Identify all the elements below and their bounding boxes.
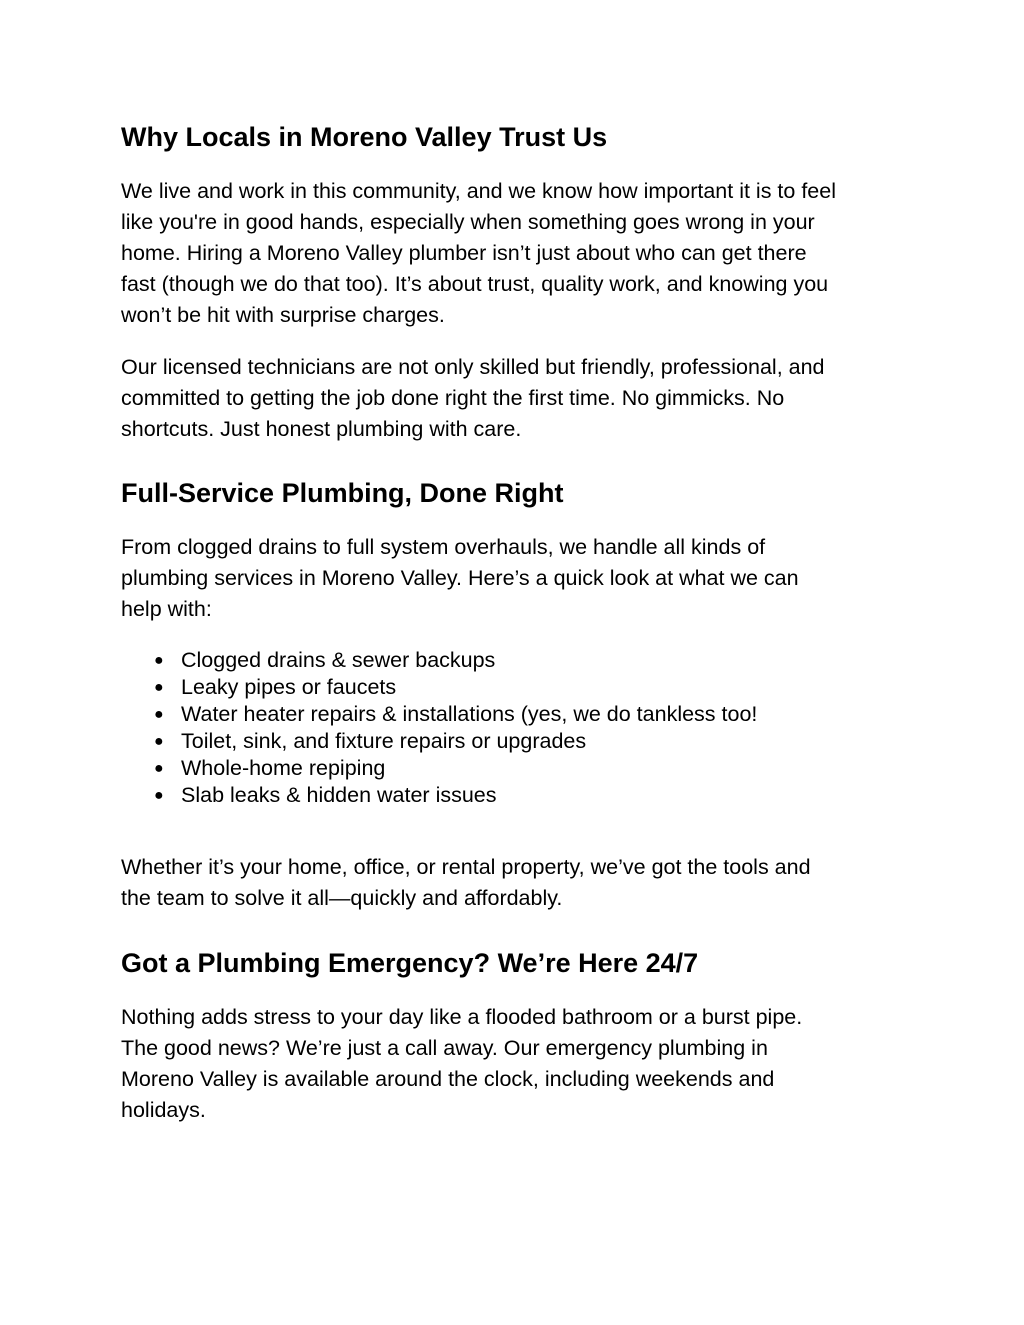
text-line: the team to solve it all—quickly and affordably. <box>121 886 563 910</box>
text-line: home. Hiring a Moreno Valley plumber isn’t just about who can get there <box>121 241 807 265</box>
text-line: We live and work in this community, and we know how important it is to feel <box>121 179 836 203</box>
text-line: From clogged drains to full system overhauls, we handle all kinds of <box>121 535 766 559</box>
paragraph-community <box>121 176 836 331</box>
text-line: Nothing adds stress to your day like a flooded bathroom or a burst pipe. <box>121 1005 803 1029</box>
list-item-label: Leaky pipes or faucets <box>181 675 397 699</box>
list-item <box>121 701 757 728</box>
list-item-label: Clogged drains & sewer backups <box>181 648 496 672</box>
section-heading-why-locals: Why Locals in Moreno Valley Trust Us <box>121 122 608 152</box>
section-heading-emergency: Got a Plumbing Emergency? We’re Here 24/7 <box>121 948 699 978</box>
bullet-icon: ● <box>154 679 164 696</box>
bullet-icon: ● <box>154 760 164 777</box>
text-line: holidays. <box>121 1098 206 1122</box>
text-line: shortcuts. Just honest plumbing with care. <box>121 417 522 441</box>
text-line: The good news? We’re just a call away. Our emergency plumbing in <box>121 1036 768 1060</box>
text-line: fast (though we do that too). It’s about trust, quality work, and knowing you <box>121 272 829 296</box>
text-line: Whether it’s your home, office, or rental property, we’ve got the tools and <box>121 855 811 879</box>
section-heading-full-service: Full-Service Plumbing, Done Right <box>121 478 564 508</box>
list-item-label: Whole-home repiping <box>181 756 386 780</box>
text-line: Moreno Valley is available around the clock, including weekends and <box>121 1067 775 1091</box>
text-line: Our licensed technicians are not only skilled but friendly, professional, and <box>121 355 825 379</box>
text-line: like you're in good hands, especially when something goes wrong in your <box>121 210 815 234</box>
list-item <box>121 647 757 674</box>
list-item <box>121 674 757 701</box>
bullet-icon: ● <box>154 652 164 669</box>
text-line: help with: <box>121 597 212 621</box>
paragraph-emergency <box>121 1002 802 1126</box>
text-line: committed to getting the job done right the first time. No gimmicks. No <box>121 386 785 410</box>
bullet-icon: ● <box>154 733 164 750</box>
list-item-label: Water heater repairs & installations (yes, we do tankless too! <box>181 702 758 726</box>
text-line: won’t be hit with surprise charges. <box>121 303 445 327</box>
paragraph-technicians <box>121 352 825 445</box>
paragraph-services-intro <box>121 532 799 625</box>
text-line: plumbing services in Moreno Valley. Here’s a quick look at what we can <box>121 566 799 590</box>
list-item <box>121 755 757 782</box>
bullet-icon: ● <box>154 787 164 804</box>
bullet-icon: ● <box>154 706 164 723</box>
list-item <box>121 728 757 755</box>
services-list <box>121 647 757 809</box>
list-item-label: Slab leaks & hidden water issues <box>181 783 497 807</box>
list-item <box>121 782 757 809</box>
paragraph-services-closing <box>121 852 811 914</box>
list-item-label: Toilet, sink, and fixture repairs or upgrades <box>181 729 587 753</box>
